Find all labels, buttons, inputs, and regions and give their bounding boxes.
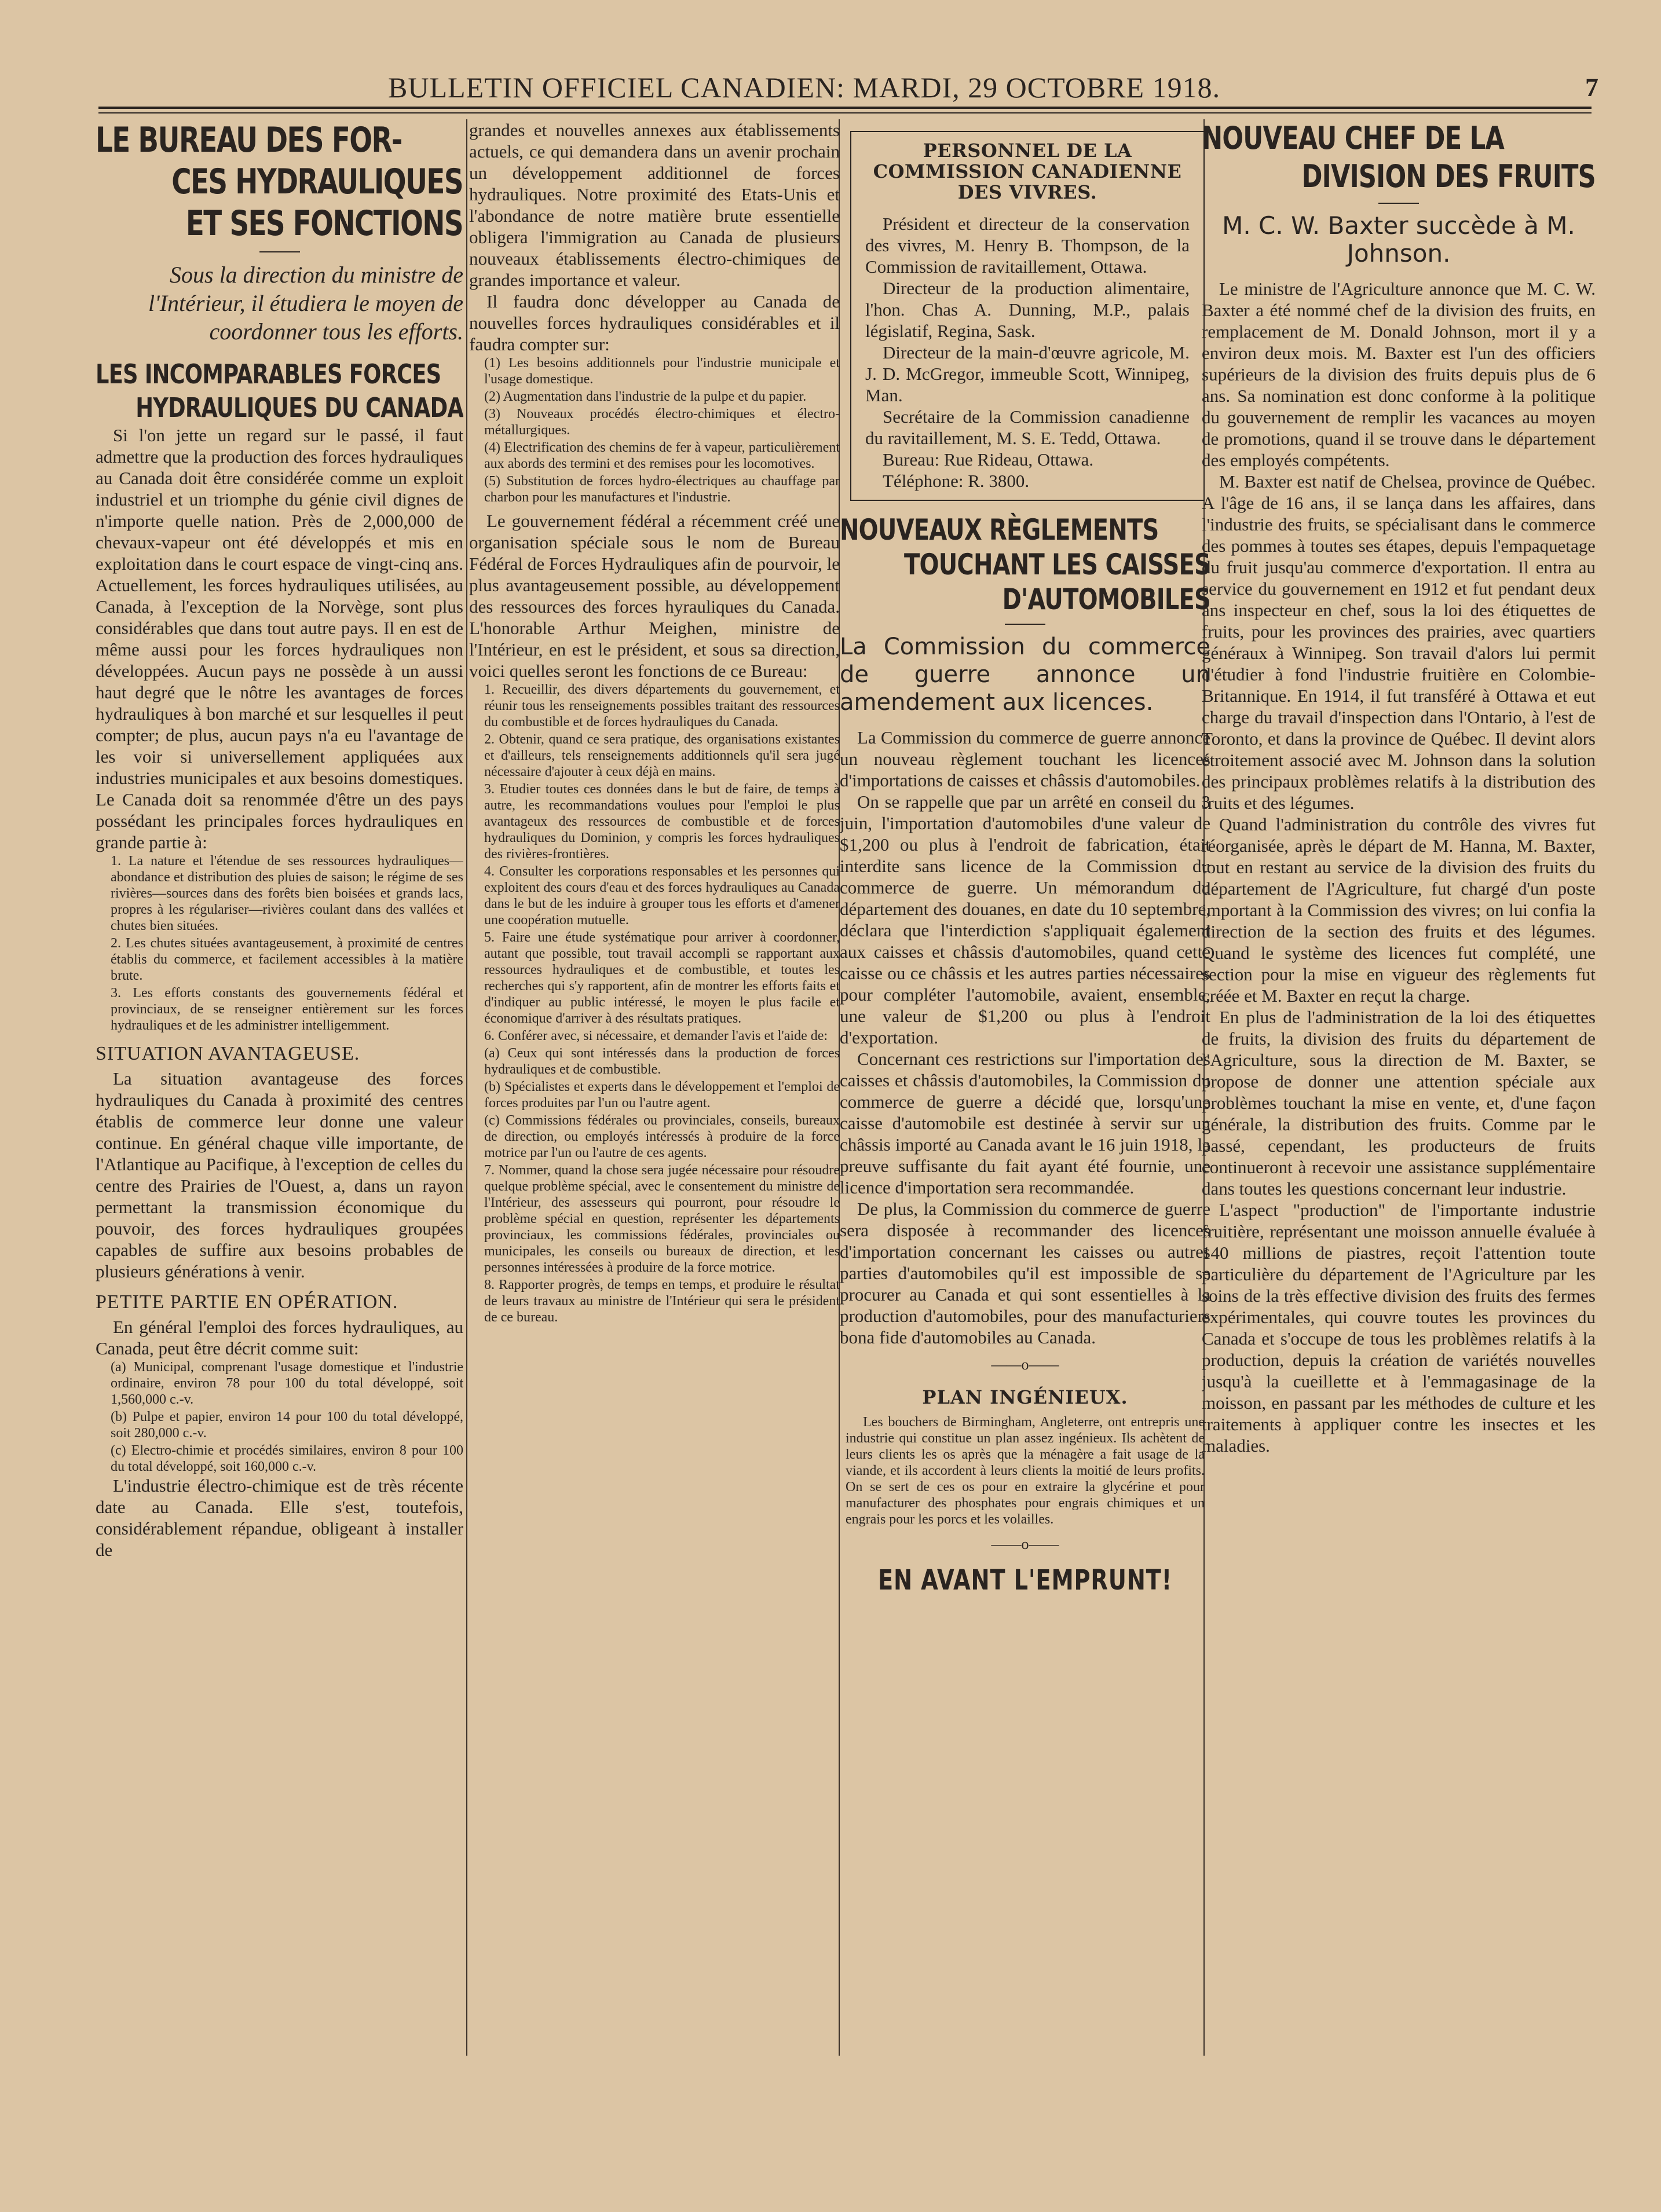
- divider: [1005, 624, 1045, 625]
- slogan: EN AVANT L'EMPRUNT!: [878, 1564, 1172, 1596]
- list-item: 1. La nature et l'étendue de ses ressources hydrauliques—abondance et distribution des pluies de saison; le régime de ses rivières—sources dans des forêts bien boisées et grands lacs, propres à les régulariser—rivières coulant dans des vallées et chutes bien situées.: [111, 854, 463, 933]
- paragraph: Bureau: Rue Rideau, Ottawa.: [883, 449, 1094, 470]
- paragraph: En général l'emploi des forces hydrauliques, au Canada, peut être décrit comme suit:: [96, 1317, 463, 1358]
- list-item: (1) Les besoins additionnels pour l'industrie municipale et l'usage domestique.: [484, 356, 840, 387]
- box-title: PERSONNEL DE LA COMMISSION CANADIENNE DES VIVRES.: [873, 140, 1182, 203]
- paragraph: La Commission du commerce de guerre annonce un nouveau règlement touchant les licences d'importations de caisses et châssis d'automobiles.: [840, 727, 1210, 790]
- paragraph: Le ministre de l'Agriculture annonce que M. C. W. Baxter a été nommé chef de la division des fruits, en remplacement de M. Donald Johnson, mort il y a environ deux mois. M. Baxter est l'un des officiers supérieurs de la division des fruits depuis plus de 6 ans. Sa nomination est donc conforme à la politique du gouvernement de remplir les vacances au moyen de promotions, quand il se trouve dans le département des employés compétents.: [1202, 279, 1596, 470]
- list-item: (a) Municipal, comprenant l'usage domestique et l'industrie ordinaire, environ 78 pour 100 du total développé, soit 1,560,000 c.-v.: [111, 1360, 463, 1407]
- personnel-box: [850, 131, 1205, 501]
- paragraph: Quand l'administration du contrôle des vivres fut réorganisée, après le départ de M. Hanna, M. Baxter, tout en restant au service de la division des fruits du département de l'Agriculture, fut chargé d'un poste important à la Commission des vivres; on lui confia la direction de la section des fruits et des légumes. Quand le système des licences fut complété, une section pour la mise en vigueur des règlements fut créée et M. Baxter en reçut la charge.: [1202, 814, 1596, 1006]
- subhead: PETITE PARTIE EN OPÉRATION.: [96, 1291, 398, 1313]
- paragraph: M. Baxter est natif de Chelsea, province de Québec. A l'âge de 16 ans, il se lança dans les affaires, dans l'industrie des fruits, se spécialisant dans le commerce des pommes à toutes ses étapes, depuis l'empaquetage du fruit jusqu'au commerce d'exportation. Il entra au service du gouvernement en 1912 et fut pendant deux ans inspecteur en chef, sous la loi des étiquettes de fruits, pour les provinces des prairies, avec quartiers généraux à Winnipeg. Son travail d'alors lui permit d'étudier à fond l'industrie fruitière en Colombie-Britannique. En 1914, il fut transféré à Ottawa et eut charge du travail d'inspection dans l'Ontario, à l'est de Toronto, et dans la province de Québec. Il devint alors étroitement associé avec M. Johnson dans la solution des principaux problèmes relatifs à la distribution des fruits et des légumes.: [1202, 471, 1596, 813]
- subhead: SITUATION AVANTAGEUSE.: [96, 1043, 360, 1064]
- paragraph: Directeur de la main-d'œuvre agricole, M. J. D. McGregor, immeuble Scott, Winnipeg, Man.: [865, 342, 1190, 405]
- list-item: 3. Etudier toutes ces données dans le but de faire, de temps à autre, les recommandations voulues pour l'emploi le plus avantageux des ressources de combustible et de forces hydrauliques du Dominion, y compris les forces hydrauliques des rivières-frontières.: [484, 782, 840, 862]
- list-item: (4) Electrification des chemins de fer à vapeur, particulièrement aux abords des termini et des remises pour les locomotives.: [484, 440, 840, 471]
- page-header: [98, 71, 1598, 111]
- list-item: (b) Spécialistes et experts dans le développement et l'emploi de forces produites par l'un ou l'autre agent.: [484, 1079, 840, 1111]
- paragraph: Président et directeur de la conservation des vivres, M. Henry B. Thompson, de la Commission de ravitaillement, Ottawa.: [865, 214, 1190, 277]
- paragraph: Concernant ces restrictions sur l'importation des caisses et châssis d'automobiles, la Commission du commerce de guerre a décidé que, lorsqu'une caisse d'automobile est destinée à servir sur un châssis importé au Canada avant le 16 juin 1918, la preuve suffisante du fait ayant été fournie, une licence d'importation sera recommandée.: [840, 1049, 1210, 1197]
- running-title: BULLETIN OFFICIEL CANADIEN: MARDI, 29 OCTOBRE 1918.: [388, 71, 1221, 104]
- paragraph: Les bouchers de Birmingham, Angleterre, ont entrepris une industrie qui constitue un plan assez ingénieux. Ils achètent de leurs clients les os après que la ménagère a fait usage de la viande, et ils accordent à leurs clients la moitié de leurs profits. On se sert de ces os pour en extraire la glycérine et pour manufacturer des phosphates pour engrais chimiques et un engrais pour les porcs et les volailles.: [846, 1415, 1205, 1527]
- paragraph: Secrétaire de la Commission canadienne du ravitaillement, M. S. E. Tedd, Ottawa.: [865, 406, 1190, 448]
- article-deck: Sous la direction du ministre de l'Intérieur, il étudiera le moyen de coordonner tous les efforts.: [148, 262, 463, 345]
- article-headline: LE BUREAU DES FOR- CES HYDRAULIQUES ET SES FONCTIONS: [96, 120, 463, 244]
- list-item: 4. Consulter les corporations responsables et les personnes qui exploitent des cours d'eau et des forces hydrauliques au Canada dans le but de les induire à grouper tous les efforts et d'amener une coopération mutuelle.: [484, 864, 840, 928]
- list-item: 8. Rapporter progrès, de temps en temps, et produire le résultat de leurs travaux au ministre de l'Intérieur qui sera le président de ce bureau.: [484, 1277, 840, 1325]
- paragraph: Le gouvernement fédéral a récemment créé une organisation spéciale sous le nom de Bureau Fédéral de Forces Hydrauliques afin de pourvoir, le plus avantageusement possible, au développement des ressources des forces hyrauliques du Canada. L'honorable Arthur Meighen, ministre de l'Intérieur, en est le président, et sous sa direction, voici quelles seront les fonctions de ce Bureau:: [469, 511, 840, 681]
- header-rule: [98, 107, 1592, 109]
- list-item: (3) Nouveaux procédés électro-chimiques et électro-métallurgiques.: [484, 406, 840, 438]
- paragraph: L'industrie électro-chimique est de très récente date au Canada. Elle s'est, toutefois, considérablement répandue, obligeant à installer de: [96, 1475, 463, 1560]
- column-2: [469, 119, 840, 2096]
- list-item: (a) Ceux qui sont intéressés dans la production de forces hydrauliques et de combustible.: [484, 1046, 840, 1077]
- paragraph: L'aspect "production" de l'importante industrie fruitière, représentant une moisson annuelle évaluée à 140 millions de piastres, reçoit l'attention toute particulière du département de l'Agriculture par les soins de la très effective division des fruits des fermes expérimentales, qui couvre toutes les provinces du Canada et s'occupe de tous les problèmes relatifs à la production, depuis la création de variétés nouvelles jusqu'à la cueillette et à l'emmagasinage de la moisson, en passant par les méthodes de culture et les traitements à appliquer contre les insectes et les maladies.: [1202, 1200, 1596, 1456]
- paragraph: On se rappelle que par un arrêté en conseil du 3 juin, l'importation d'automobiles d'une valeur de $1,200 ou plus à l'endroit de fabrication, était interdite sans licence de la Commission du commerce de guerre. Un mémorandum du département des douanes, en date du 10 septembre, déclara que l'interdiction s'appliquait également aux caisses et châssis d'automobiles, quand cette caisse ou ce châssis et les autres parties nécessaires pour compléter l'automobile, avaient, ensemble, une valeur de $1,200 ou plus à l'endroit d'exportation.: [840, 792, 1210, 1048]
- paragraph: grandes et nouvelles annexes aux établissements actuels, ce qui demandera dans un avenir prochain un développement additionnel de forces hydrauliques. Notre proximité des Etats-Unis et l'abondance de notre matière brute essentielle obligera l'immigration au Canada de plusieurs nouveaux établissements électro-chimiques de grandes importance et valeur.: [469, 120, 840, 290]
- article-deck: M. C. W. Baxter succède à M. Johnson.: [1222, 211, 1575, 268]
- list-item: 7. Nommer, quand la chose sera jugée nécessaire pour résoudre quelque problème spécial, avec le consentement du ministre de l'Intérieur, des assesseurs qui pourront, pour résoudre le problème spécial en question, représenter les départements provinciaux, les commissions fédérales, provinciales ou municipales, les conseils ou bureaux de direction, et les personnes intéressées à produire de la force motrice.: [484, 1163, 840, 1275]
- subhead: PLAN INGÉNIEUX.: [922, 1386, 1128, 1408]
- column-4: [1202, 119, 1596, 2096]
- column-1: [96, 119, 463, 2096]
- header-rule-thin: [98, 112, 1592, 113]
- paragraph: Directeur de la production alimentaire, l'hon. Chas A. Dunning, M.P., palais législatif, Regina, Sask.: [865, 278, 1190, 341]
- list-item: 5. Faire une étude systématique pour arriver à coordonner, autant que possible, tout travail accompli se rapportant aux ressources hydrauliques et de combustible, et toutes les recherches qui s'y rapportent, afin de montrer les efforts faits et d'indiquer au public intéressé, le moyen le plus facile et économique d'arriver à des résultats pratiques.: [484, 930, 840, 1026]
- separator: ——o——: [991, 1536, 1059, 1552]
- paragraph: Téléphone: R. 3800.: [883, 471, 1030, 491]
- article-headline: NOUVEAU CHEF DE LA DIVISION DES FRUITS: [1202, 120, 1596, 195]
- list-item: (5) Substitution de forces hydro-électriques au chauffage par charbon pour les manufactures et l'industrie.: [484, 474, 840, 505]
- paragraph: En plus de l'administration de la loi des étiquettes de fruits, la division des fruits du département de l'Agriculture, sous la direction de M. Baxter, se propose de donner une attention spéciale aux problèmes touchant la mise en vente, et, d'une façon générale, la distribution des fruits. Comme par le passé, cependant, les producteurs de fruits continueront à recevoir une assistance supplémentaire dans toutes les questions concernant leur industrie.: [1202, 1007, 1596, 1199]
- article-deck: La Commission du commerce de guerre annonce un amendement aux licences.: [840, 633, 1210, 716]
- paragraph: Si l'on jette un regard sur le passé, il faut admettre que la production des forces hydrauliques au Canada doit être considérée comme un exploit industriel et un triomphe du génie civil dignes de n'importe quelle nation. Près de 2,000,000 de chevaux-vapeur ont été développés et mis en exploitation dans le court espace de vingt-cinq ans. Actuellement, les forces hydrauliques utilisées, au Canada, à l'exception de la Norvège, sont plus considérables que dans tout autre pays. Il en est de même aussi pour les forces hydrauliques non développées. Aucun pays ne possède à un aussi haut degré que le nôtre les avantages de forces hydrauliques à bon marché et sur lesquelles il peut compter; de plus, aucun pays n'a eu l'avantage de les voir si universellement appliquées aux industries municipales et aux besoins domestiques. Le Canada doit sa renommée d'être un des pays possédant les principales forces hydrauliques en grande partie à:: [96, 425, 463, 852]
- article-headline: NOUVEAUX RÈGLEMENTS TOUCHANT LES CAISSES D'AUTOMOBILES: [840, 513, 1210, 616]
- list-item: (b) Pulpe et papier, environ 14 pour 100 du total développé, soit 280,000 c.-v.: [111, 1409, 463, 1441]
- list-item: 1. Recueillir, des divers départements du gouvernement, et réunir tous les renseignements possibles traitant des ressources du combustible et de forces hydrauliques du Canada.: [484, 682, 840, 730]
- separator: ——o——: [991, 1356, 1059, 1373]
- divider: [1378, 203, 1419, 204]
- list-item: 2. Obtenir, quand ce sera pratique, des organisations existantes et d'ailleurs, tels renseignements additionnels qu'il sera jugé nécessaire d'ajouter à ceux déjà en mains.: [484, 732, 840, 779]
- paragraph: De plus, la Commission du commerce de guerre sera disposée à recommander des licences d'importation concernant les caisses ou autres parties d'automobiles qu'il est impossible de se procurer au Canada et qui sont essentielles à la production d'automobiles, pour des manufacturiers bona fide d'automobiles au Canada.: [840, 1199, 1210, 1347]
- divider: [259, 251, 300, 252]
- list-item: 6. Conférer avec, si nécessaire, et demander l'avis et l'aide de:: [484, 1028, 828, 1043]
- list-item: (c) Electro-chimie et procédés similaires, environ 8 pour 100 du total développé, soit 160,000 c.-v.: [111, 1443, 463, 1474]
- page-number: 7: [1585, 72, 1598, 102]
- list-item: (c) Commissions fédérales ou provinciales, conseils, bureaux de direction, ou employés intéressés à produire de la force motrice par l'un ou l'autre de ces agents.: [484, 1113, 840, 1160]
- column-3: [840, 119, 1210, 2096]
- column-rule: [466, 119, 467, 2056]
- list-item: 3. Les efforts constants des gouvernements fédéral et provinciaux, de se renseigner entièrement sur les forces hydrauliques et de les administrer intelligemment.: [111, 986, 463, 1033]
- section-headline: LES INCOMPARABLES FORCES HYDRAULIQUES DU CANADA: [96, 358, 463, 423]
- list-item: 2. Les chutes situées avantageusement, à proximité de centres établis du commerce, et facilement accessibles à la matière brute.: [111, 936, 463, 983]
- paragraph: Il faudra donc développer au Canada de nouvelles forces hydrauliques considérables et il faudra compter sur:: [469, 291, 840, 354]
- paragraph: La situation avantageuse des forces hydrauliques du Canada à proximité des centres établis de commerce leur donne une valeur continue. En général chaque ville importante, de l'Atlantique au Pacifique, à l'exception de celles du centre des Prairies de l'Ouest, a, dans un rayon permettant la transmission économique du pouvoir, des forces hydrauliques groupées capables de suffire aux besoins probables de plusieurs générations à venir.: [96, 1068, 463, 1281]
- list-item: (2) Augmentation dans l'industrie de la pulpe et du papier.: [484, 389, 807, 404]
